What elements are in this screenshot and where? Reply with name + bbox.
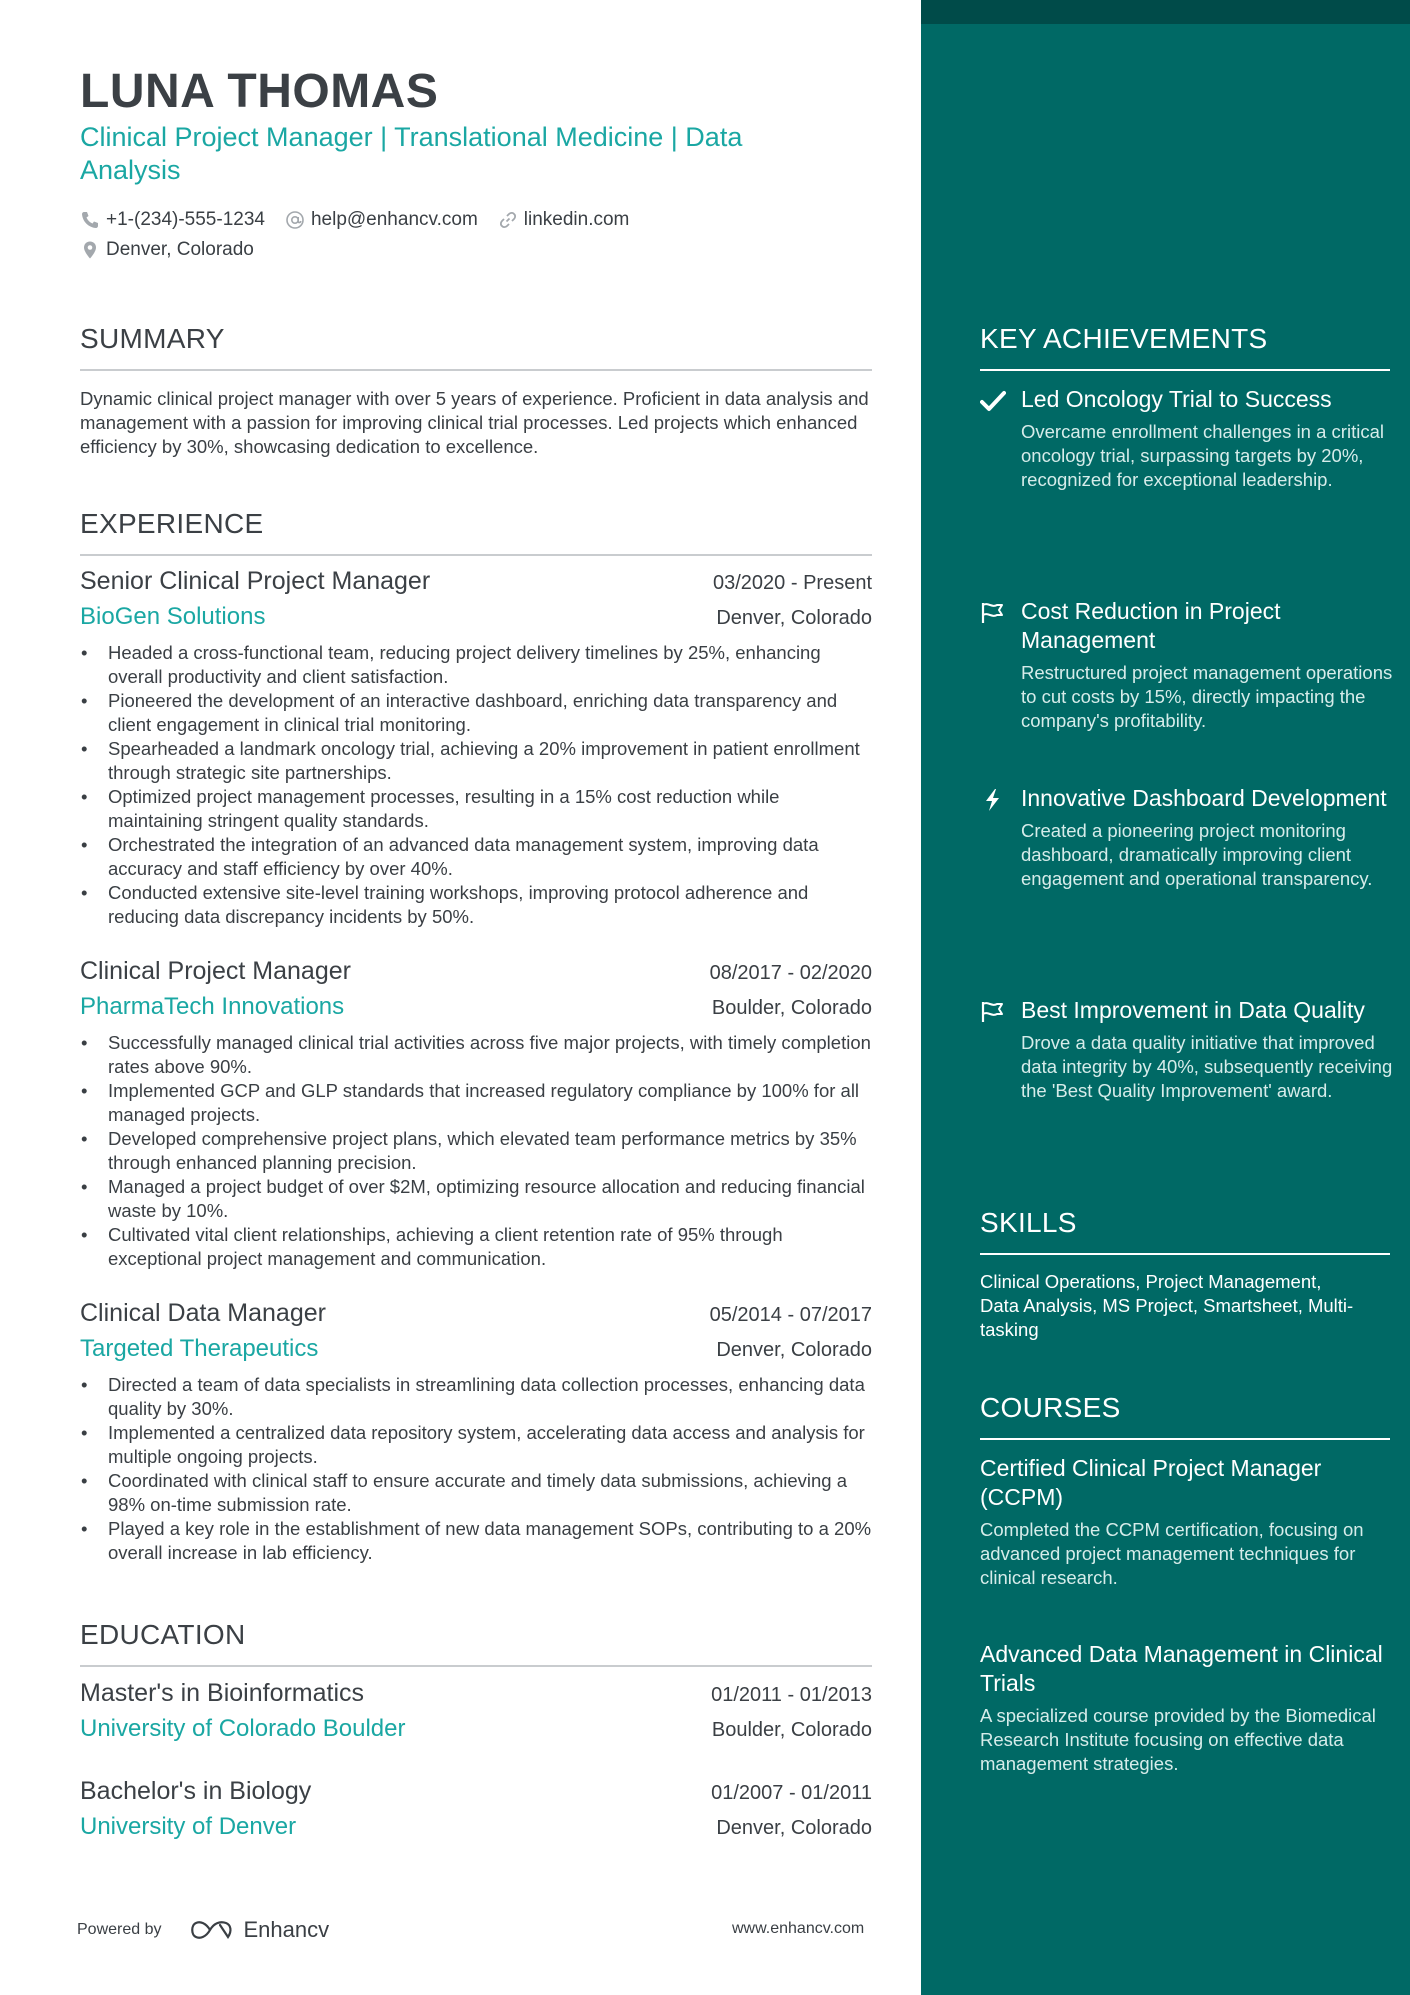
education-dates: 01/2011 - 01/2013 (711, 1684, 872, 1706)
courses-divider (980, 1438, 1390, 1440)
job-bullet: • Directed a team of data specialists in streamlining data collection processes, enhancing data quality by 30%. (80, 1373, 872, 1421)
achievement-desc: Created a pioneering project monitoring dashboard, dramatically improving client engagement and operational transparency. (1021, 820, 1373, 889)
job-entry (80, 957, 872, 1271)
job-location: Denver, Colorado (716, 1339, 872, 1361)
job-title: Clinical Project Manager (80, 957, 351, 985)
job-title: Senior Clinical Project Manager (80, 567, 431, 595)
achievement-item (980, 597, 1400, 733)
job-bullet: • Headed a cross-functional team, reducing project delivery timelines by 25%, enhancing overall productivity and client satisfaction. (80, 641, 872, 689)
sidebar (921, 0, 1410, 1995)
job-location: Boulder, Colorado (711, 997, 872, 1019)
course-item (980, 1640, 1390, 1776)
job-bullets (80, 1373, 872, 1565)
candidate-name: LUNA THOMAS (80, 65, 439, 118)
linkedin-text: linkedin.com (523, 209, 630, 230)
education-divider (80, 1665, 872, 1667)
contact-email[interactable] (285, 209, 478, 231)
job-company: PharmaTech Innovations (80, 993, 345, 1020)
job-company: BioGen Solutions (80, 603, 266, 630)
experience-heading: EXPERIENCE (80, 508, 264, 539)
job-company: Targeted Therapeutics (80, 1335, 319, 1362)
job-entry (80, 567, 872, 929)
job-bullet: • Orchestrated the integration of an advanced data management system, improving data accuracy and staff efficiency by over 40%. (80, 833, 872, 881)
school-location: Boulder, Colorado (711, 1719, 872, 1741)
skills-list: Clinical Operations, Project Management, Data Analysis, MS Project, Smartsheet, Multi-tasking (980, 1271, 1354, 1340)
job-bullet: • Pioneered the development of an interactive dashboard, enriching data transparency and client engagement in clinical trial monitoring. (80, 689, 872, 737)
location-text: Denver, Colorado (106, 239, 254, 260)
flag-icon (980, 1000, 1006, 1024)
email-text: help@enhancv.com (310, 209, 478, 230)
achievements-divider (980, 369, 1390, 371)
enhancv-logo-icon (188, 1917, 236, 1943)
degree-title: Bachelor's in Biology (80, 1777, 312, 1805)
education-entry (80, 1679, 872, 1755)
education-heading: EDUCATION (80, 1619, 246, 1650)
phone-icon (80, 210, 100, 230)
footer-branding (77, 1917, 329, 1943)
job-dates: 08/2017 - 02/2020 (709, 962, 872, 984)
achievement-title: Led Oncology Trial to Success (1021, 386, 1332, 412)
summary-divider (80, 369, 872, 371)
job-dates: 05/2014 - 07/2017 (709, 1304, 872, 1326)
course-desc: A specialized course provided by the Biomedical Research Institute focusing on effective data management strategies. (980, 1705, 1376, 1774)
phone-text: +1-(234)-555-1234 (106, 209, 265, 230)
job-bullet: • Spearheaded a landmark oncology trial, achieving a 20% improvement in patient enrollment through strategic site partnerships. (80, 737, 872, 785)
flag-icon (980, 601, 1006, 625)
course-item (980, 1454, 1390, 1590)
achievement-item (980, 996, 1400, 1103)
school-name: University of Denver (80, 1813, 297, 1840)
sidebar-top-bar (921, 0, 1410, 24)
summary-text: Dynamic clinical project manager with over 5 years of experience. Proficient in data analysis and management with a passion for improving clinical trial processes. Led projects which enhanced efficiency by 30%, showcasing dedication to excellence. (80, 388, 869, 457)
job-dates: 03/2020 - Present (713, 572, 872, 594)
job-location: Denver, Colorado (716, 607, 872, 629)
candidate-headline: Clinical Project Manager | Translational Medicine | Data Analysis (80, 122, 743, 185)
job-bullet: • Coordinated with clinical staff to ensure accurate and timely data submissions, achieving a 98% on-time submission rate. (80, 1469, 872, 1517)
at-icon (285, 210, 305, 230)
course-desc: Completed the CCPM certification, focusing on advanced project management techniques for clinical research. (980, 1519, 1364, 1588)
job-title: Clinical Data Manager (80, 1299, 326, 1327)
achievements-heading: KEY ACHIEVEMENTS (980, 323, 1268, 354)
course-title: Advanced Data Management in Clinical Trials (980, 1641, 1383, 1696)
skills-divider (980, 1253, 1390, 1255)
achievement-desc: Drove a data quality initiative that improved data integrity by 40%, subsequently receiving the 'Best Quality Improvement' award. (1021, 1032, 1393, 1101)
school-location: Denver, Colorado (716, 1817, 872, 1839)
job-bullet: • Successfully managed clinical trial activities across five major projects, with timely completion rates above 90%. (80, 1031, 872, 1079)
courses-heading: COURSES (980, 1392, 1121, 1423)
lightning-icon (980, 788, 1006, 812)
education-dates: 01/2007 - 01/2011 (711, 1782, 872, 1804)
checkmark-icon (980, 389, 1006, 413)
achievement-desc: Restructured project management operations to cut costs by 15%, directly impacting the company's profitability. (1021, 662, 1393, 731)
job-bullet: • Cultivated vital client relationships, achieving a client retention rate of 95% through exceptional project management and communication. (80, 1223, 872, 1271)
achievement-title: Innovative Dashboard Development (1021, 785, 1387, 811)
contact-phone[interactable] (80, 209, 265, 231)
contact-linkedin[interactable] (498, 209, 630, 231)
job-bullet: • Implemented a centralized data repository system, accelerating data access and analysis for multiple ongoing projects. (80, 1421, 872, 1469)
job-bullet: • Developed comprehensive project plans, which elevated team performance metrics by 35% through enhanced planning precision. (80, 1127, 872, 1175)
job-bullet: • Implemented GCP and GLP standards that increased regulatory compliance by 100% for all managed projects. (80, 1079, 872, 1127)
degree-title: Master's in Bioinformatics (80, 1679, 365, 1707)
link-icon (498, 210, 518, 230)
job-bullet: • Played a key role in the establishment of new data management SOPs, contributing to a 20% overall increase in lab efficiency. (80, 1517, 872, 1565)
powered-by-text: Powered by (77, 1921, 162, 1938)
achievement-title: Best Improvement in Data Quality (1021, 997, 1365, 1023)
job-bullets (80, 1031, 872, 1271)
job-bullet: • Managed a project budget of over $2M, optimizing resource allocation and reducing financial waste by 10%. (80, 1175, 872, 1223)
footer-website[interactable]: www.enhancv.com (732, 1920, 865, 1937)
job-bullet: • Conducted extensive site-level training workshops, improving protocol adherence and reducing data discrepancy incidents by 50%. (80, 881, 872, 929)
skills-heading: SKILLS (980, 1207, 1077, 1238)
education-entry (80, 1777, 872, 1853)
contact-location (80, 239, 254, 261)
achievement-desc: Overcame enrollment challenges in a critical oncology trial, surpassing targets by 20%, recognized for exceptional leadership. (1021, 421, 1384, 490)
achievement-item (980, 385, 1400, 492)
achievement-item (980, 784, 1400, 891)
contact-info (80, 205, 649, 265)
school-name: University of Colorado Boulder (80, 1715, 406, 1742)
experience-divider (80, 554, 872, 556)
enhancv-brand-text: Enhancv (243, 1917, 330, 1942)
job-bullets (80, 641, 872, 929)
achievement-title: Cost Reduction in Project Management (1021, 598, 1281, 653)
job-bullet: • Optimized project management processes, resulting in a 15% cost reduction while maintaining stringent quality standards. (80, 785, 872, 833)
job-entry (80, 1299, 872, 1565)
summary-heading: SUMMARY (80, 323, 225, 354)
course-title: Certified Clinical Project Manager (CCPM) (980, 1455, 1322, 1510)
location-pin-icon (80, 240, 100, 260)
